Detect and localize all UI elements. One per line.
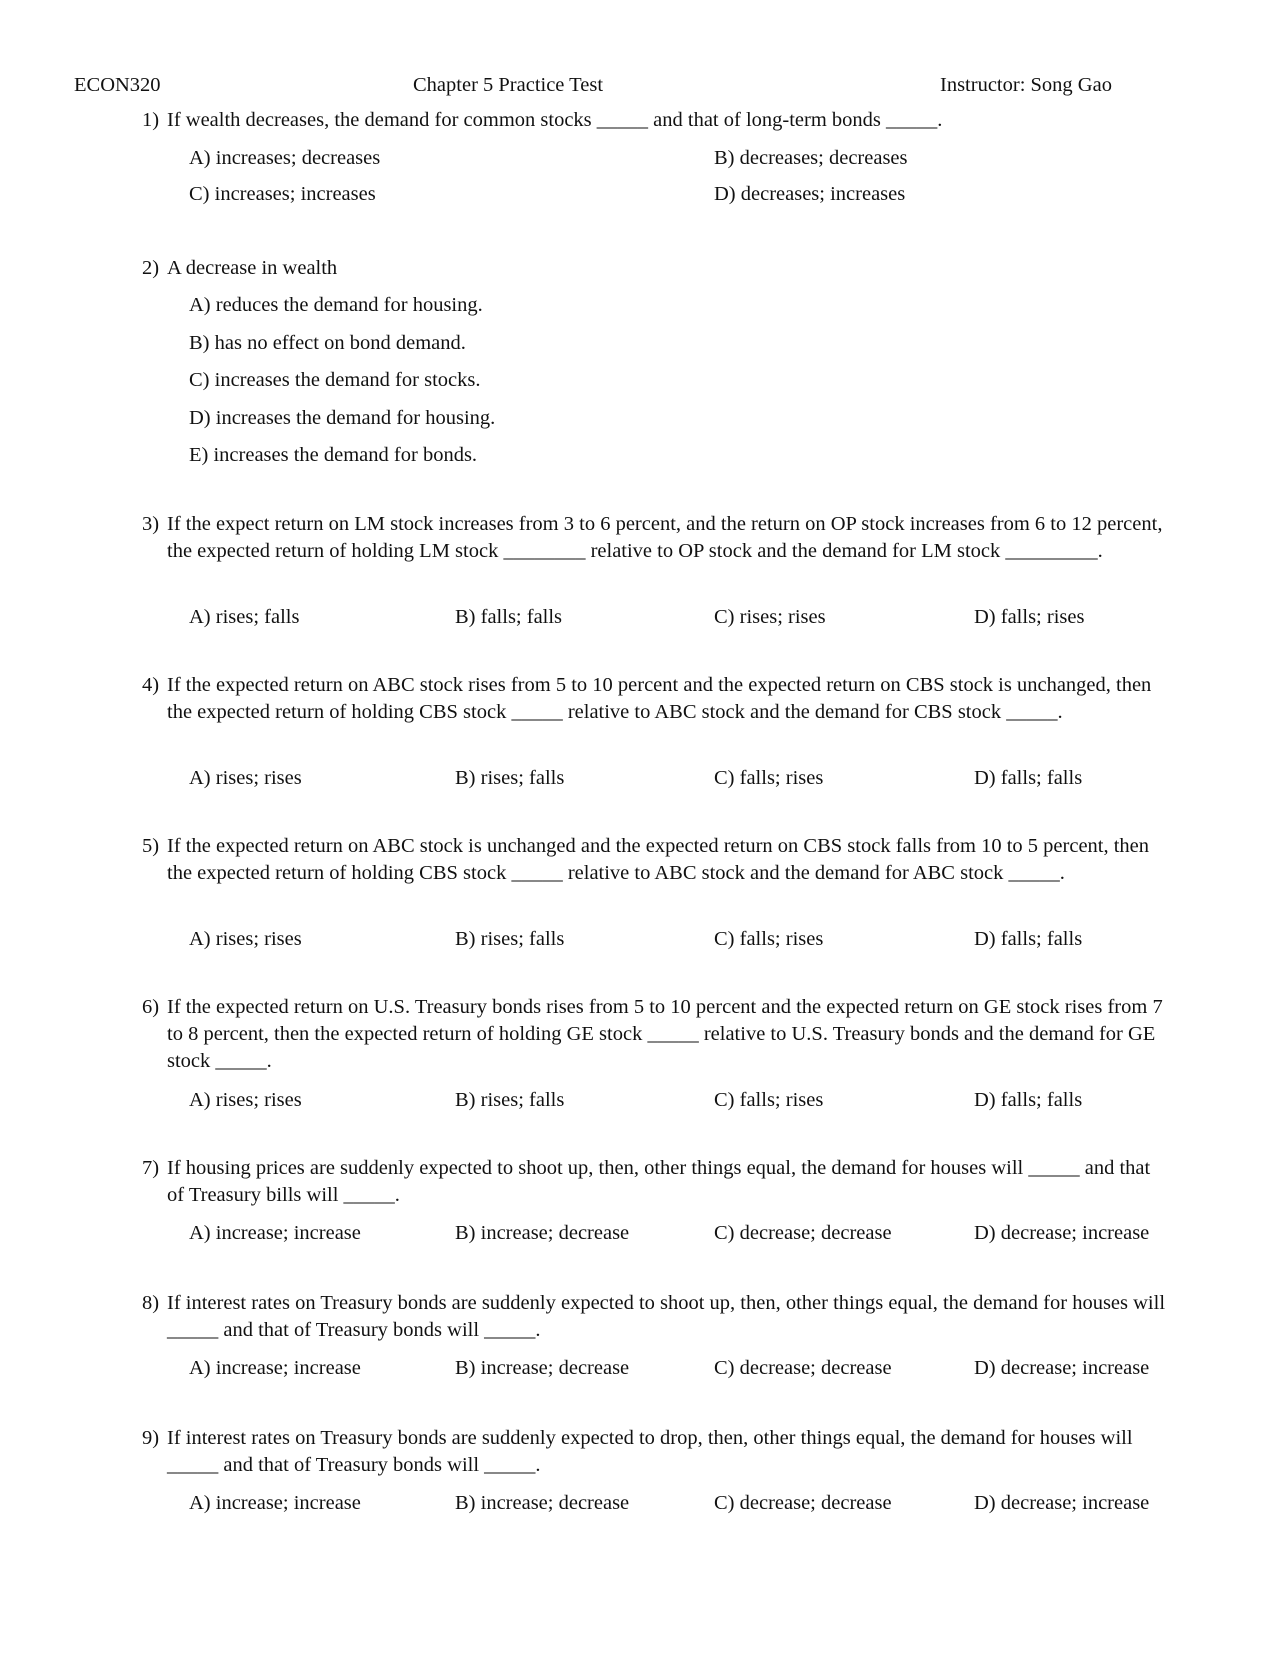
question-text: If the expected return on ABC stock rises from 5 to 10 percent and the expected return on CBS stock is unchanged, then the expected return of holding CBS stock _____ relative to ABC stock and the demand for CBS stock _____. xyxy=(167,674,1152,723)
question-text: If the expected return on ABC stock is unchanged and the expected return on CBS stock falls from 10 to 5 percent, then the expected return of holding CBS stock _____ relative to ABC stock and the demand for ABC stock _____. xyxy=(167,835,1150,884)
answer-option: B) rises; falls xyxy=(455,1089,565,1111)
answer-option: A) increase; increase xyxy=(189,1222,361,1244)
answer-option: C) increases; increases xyxy=(189,183,376,205)
answer-option: A) rises; rises xyxy=(189,767,302,789)
question-text: A decrease in wealth xyxy=(167,257,338,279)
question-number: 2) xyxy=(142,257,160,279)
answer-option: D) falls; falls xyxy=(974,928,1083,950)
answer-option: C) decrease; decrease xyxy=(714,1492,892,1514)
answer-option: A) increases; decreases xyxy=(189,147,381,169)
answer-option: C) falls; rises xyxy=(714,928,824,950)
answer-option: D) increases the demand for housing. xyxy=(189,406,496,429)
answer-option: D) decrease; increase xyxy=(974,1357,1150,1379)
answer-option: B) rises; falls xyxy=(455,928,565,950)
question-9 xyxy=(142,1425,1172,1514)
question-text: If the expect return on LM stock increases from 3 to 6 percent, and the return on OP stock increases from 6 to 12 percent, the expected return of holding LM stock ________ relative to OP stock and the demand for LM stock _________. xyxy=(167,513,1163,562)
answer-option: A) reduces the demand for housing. xyxy=(189,294,483,316)
answer-option: C) rises; rises xyxy=(714,606,826,628)
question-text: If interest rates on Treasury bonds are suddenly expected to shoot up, then, other things equal, the demand for houses will _____ and that of Treasury bonds will _____. xyxy=(167,1292,1166,1341)
answer-option: B) increase; decrease xyxy=(455,1492,630,1514)
question-number: 5) xyxy=(142,835,160,857)
question-text: If interest rates on Treasury bonds are suddenly expected to drop, then, other things equal, the demand for houses will _____ and that of Treasury bonds will _____. xyxy=(167,1427,1133,1476)
question-text: If wealth decreases, the demand for common stocks _____ and that of long-term bonds _____. xyxy=(167,109,943,131)
answer-option: A) rises; rises xyxy=(189,928,302,950)
answer-option: C) decrease; decrease xyxy=(714,1222,892,1244)
question-number: 4) xyxy=(142,674,160,696)
answer-option: B) rises; falls xyxy=(455,767,565,789)
answer-option: A) rises; falls xyxy=(189,606,300,628)
answer-option: D) decreases; increases xyxy=(714,183,906,205)
question-3 xyxy=(142,511,1172,628)
answer-option: D) decrease; increase xyxy=(974,1492,1150,1514)
answer-option: B) decreases; decreases xyxy=(714,147,908,169)
answer-option: D) falls; falls xyxy=(974,767,1083,789)
answer-option: B) has no effect on bond demand. xyxy=(189,331,466,354)
question-8 xyxy=(142,1290,1172,1379)
question-number: 6) xyxy=(142,996,160,1018)
instructor-name: Instructor: Song Gao xyxy=(940,74,1112,96)
question-number: 1) xyxy=(142,109,160,131)
course-code: ECON320 xyxy=(74,74,161,96)
question-2 xyxy=(142,255,1172,480)
answer-option: C) falls; rises xyxy=(714,1089,824,1111)
question-1 xyxy=(142,107,1172,205)
answer-option: A) increase; increase xyxy=(189,1492,361,1514)
question-number: 7) xyxy=(142,1157,160,1179)
question-4 xyxy=(142,672,1172,789)
answer-option: C) decrease; decrease xyxy=(714,1357,892,1379)
answer-option: B) falls; falls xyxy=(455,606,563,628)
answer-option: B) increase; decrease xyxy=(455,1222,630,1244)
question-number: 8) xyxy=(142,1292,160,1314)
question-number: 9) xyxy=(142,1427,160,1449)
question-5 xyxy=(142,833,1172,950)
question-text: If housing prices are suddenly expected to shoot up, then, other things equal, the demand for houses will _____ and that of Treasury bills will _____. xyxy=(167,1157,1151,1206)
answer-option: C) increases the demand for stocks. xyxy=(189,369,481,391)
answer-option: A) rises; rises xyxy=(189,1089,302,1111)
answer-option: D) falls; rises xyxy=(974,606,1085,628)
answer-option: D) decrease; increase xyxy=(974,1222,1150,1244)
answer-option: C) falls; rises xyxy=(714,767,824,789)
answer-option: D) falls; falls xyxy=(974,1089,1083,1111)
question-6 xyxy=(142,994,1172,1111)
question-7 xyxy=(142,1155,1172,1244)
page-title: Chapter 5 Practice Test xyxy=(413,74,604,96)
answer-option: A) increase; increase xyxy=(189,1357,361,1379)
answer-option: B) increase; decrease xyxy=(455,1357,630,1379)
question-number: 3) xyxy=(142,513,160,535)
question-text: If the expected return on U.S. Treasury bonds rises from 5 to 10 percent and the expected return on GE stock rises from 7 to 8 percent, then the expected return of holding GE stock _____ relative to U.S. Treasury bonds and the demand for GE stock _____. xyxy=(167,996,1163,1072)
answer-option: E) increases the demand for bonds. xyxy=(189,444,478,466)
